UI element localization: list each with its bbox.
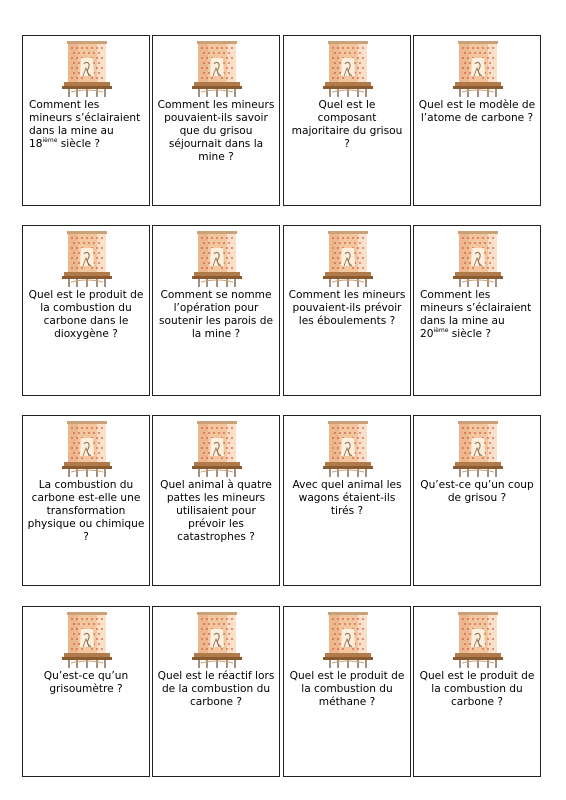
card-question: Avec quel animal les wagons étaient-ils tirés ? xyxy=(292,479,402,517)
card-question: Qu’est-ce qu’un coup de grisou ? xyxy=(420,479,534,504)
card-question: Comment les mineurs pouvaient-ils savoir que du grisou séjournait dans la mine ? xyxy=(157,99,275,163)
question-card xyxy=(152,35,280,206)
card-question: Comment se nomme l’opération pour soutenir les parois de la mine ? xyxy=(158,289,273,340)
gasometer-tower-icon xyxy=(452,40,504,98)
gasometer-tower-icon xyxy=(191,420,243,478)
gasometer-tower-icon xyxy=(61,420,113,478)
card-question: Quel est le produit de la combustion du carbone dans le dioxygène ? xyxy=(28,289,144,340)
question-card xyxy=(152,415,280,586)
gasometer-tower-icon xyxy=(61,611,113,669)
card-question: Quel est le modèle de l’atome de carbone ? xyxy=(418,99,536,124)
question-card xyxy=(22,606,150,777)
gasometer-tower-icon xyxy=(322,230,374,288)
question-card xyxy=(22,415,150,586)
question-card xyxy=(22,225,150,396)
gasometer-tower-icon xyxy=(452,420,504,478)
card-question: Quel est le réactif lors de la combustion du carbone ? xyxy=(157,670,275,708)
question-card xyxy=(283,415,411,586)
gasometer-tower-icon xyxy=(322,40,374,98)
card-question: Quel est le produit de la combustion du carbone ? xyxy=(419,670,535,708)
gasometer-tower-icon xyxy=(191,40,243,98)
question-card xyxy=(152,225,280,396)
card-question: Quel est le composant majoritaire du grisou ? xyxy=(291,99,403,150)
question-card xyxy=(22,35,150,206)
question-card xyxy=(413,225,541,396)
gasometer-tower-icon xyxy=(61,230,113,288)
question-card xyxy=(413,35,541,206)
gasometer-tower-icon xyxy=(452,230,504,288)
gasometer-tower-icon xyxy=(322,611,374,669)
card-question: La combustion du carbone est-elle une transformation physique ou chimique ? xyxy=(27,479,145,543)
card-question: Quel animal à quatre pattes les mineurs utilisaient pour prévoir les catastrophes ? xyxy=(160,479,272,543)
gasometer-tower-icon xyxy=(191,230,243,288)
question-card xyxy=(283,606,411,777)
question-card xyxy=(413,415,541,586)
question-card xyxy=(283,225,411,396)
question-card xyxy=(152,606,280,777)
card-question: Comment les mineurs s’éclairaient dans la mine au 18ième siècle ? xyxy=(29,99,141,150)
card-question: Qu’est-ce qu’un grisoumètre ? xyxy=(43,670,129,695)
gasometer-tower-icon xyxy=(61,40,113,98)
card-question: Comment les mineurs pouvaient-ils prévoir les éboulements ? xyxy=(288,289,406,327)
card-question: Comment les mineurs s’éclairaient dans la mine au 20ième siècle ? xyxy=(420,289,532,340)
gasometer-tower-icon xyxy=(322,420,374,478)
gasometer-tower-icon xyxy=(452,611,504,669)
card-question: Quel est le produit de la combustion du méthane ? xyxy=(289,670,405,708)
gasometer-tower-icon xyxy=(191,611,243,669)
question-card xyxy=(413,606,541,777)
question-card xyxy=(283,35,411,206)
